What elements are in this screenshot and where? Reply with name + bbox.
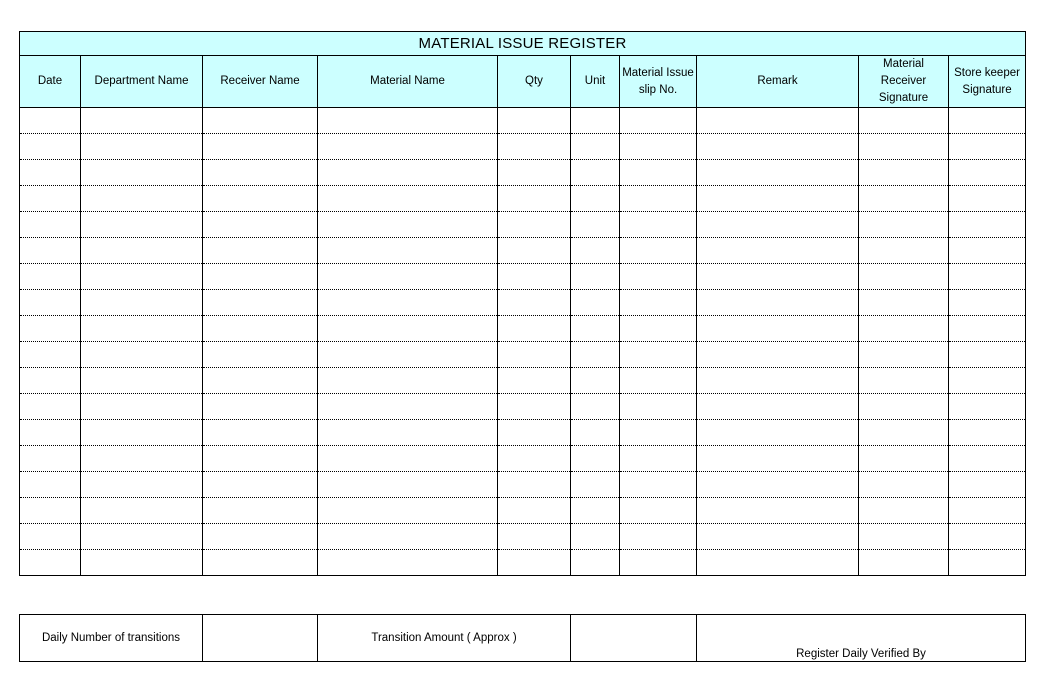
column-header-unit: Unit [571,56,620,108]
table-cell[interactable] [571,134,620,160]
table-cell[interactable] [20,420,81,446]
table-cell[interactable] [859,368,949,394]
daily-transitions-label: Daily Number of transitions [20,615,203,662]
table-cell[interactable] [20,160,81,186]
table-cell[interactable] [620,498,697,524]
table-cell[interactable] [498,498,571,524]
table-cell[interactable] [620,342,697,368]
table-cell[interactable] [620,134,697,160]
table-cell[interactable] [697,550,859,576]
table-cell[interactable] [203,472,318,498]
table-cell[interactable] [697,472,859,498]
table-cell[interactable] [20,108,81,134]
table-row [20,446,1026,472]
table-cell[interactable] [571,446,620,472]
table-cell[interactable] [20,212,81,238]
table-cell[interactable] [697,498,859,524]
table-cell[interactable] [949,524,1026,550]
daily-transitions-value-cell[interactable] [203,615,318,662]
table-cell[interactable] [859,550,949,576]
table-cell[interactable] [697,160,859,186]
table-row [20,264,1026,290]
register-body [20,108,1026,576]
table-cell[interactable] [318,368,498,394]
table-cell[interactable] [20,394,81,420]
table-row [20,550,1026,576]
table-cell[interactable] [620,446,697,472]
table-cell[interactable] [859,472,949,498]
table-cell[interactable] [81,160,203,186]
table-cell[interactable] [318,186,498,212]
table-cell[interactable] [20,290,81,316]
table-cell[interactable] [697,420,859,446]
table-cell[interactable] [949,472,1026,498]
column-header-remark: Remark [697,56,859,108]
table-row [20,186,1026,212]
table-cell[interactable] [949,160,1026,186]
table-cell[interactable] [81,394,203,420]
table-cell[interactable] [949,368,1026,394]
table-cell[interactable] [203,420,318,446]
table-cell[interactable] [318,134,498,160]
table-cell[interactable] [949,290,1026,316]
transition-amount-value-cell[interactable] [571,615,697,662]
table-cell[interactable] [620,238,697,264]
table-cell[interactable] [571,186,620,212]
table-cell[interactable] [620,368,697,394]
table-cell[interactable] [571,316,620,342]
table-cell[interactable] [498,524,571,550]
table-cell[interactable] [20,368,81,394]
table-cell[interactable] [498,342,571,368]
table-cell[interactable] [697,212,859,238]
table-cell[interactable] [498,264,571,290]
table-cell[interactable] [318,446,498,472]
column-header-department-name: Department Name [81,56,203,108]
register-title: MATERIAL ISSUE REGISTER [20,32,1026,56]
table-cell[interactable] [81,524,203,550]
table-row [20,368,1026,394]
column-header-storekeeper-signature: Store keeper Signature [949,56,1026,108]
table-cell[interactable] [949,238,1026,264]
table-cell[interactable] [859,134,949,160]
table-cell[interactable] [620,160,697,186]
table-row [20,420,1026,446]
table-cell[interactable] [571,264,620,290]
table-cell[interactable] [498,134,571,160]
table-cell[interactable] [81,368,203,394]
register-verified-by-label: Register Daily Verified By [796,648,926,660]
table-cell[interactable] [949,550,1026,576]
table-cell[interactable] [498,550,571,576]
table-cell[interactable] [859,264,949,290]
table-cell[interactable] [697,290,859,316]
table-cell[interactable] [498,212,571,238]
table-cell[interactable] [203,342,318,368]
table-cell[interactable] [859,498,949,524]
daily-summary-table [19,614,1026,662]
table-cell[interactable] [203,290,318,316]
material-issue-register-table [19,31,1026,576]
table-row [20,316,1026,342]
table-cell[interactable] [498,420,571,446]
table-cell[interactable] [697,264,859,290]
table-cell[interactable] [81,290,203,316]
table-cell[interactable] [20,134,81,160]
table-cell[interactable] [81,550,203,576]
table-cell[interactable] [203,550,318,576]
table-cell[interactable] [571,368,620,394]
table-cell[interactable] [571,524,620,550]
table-cell[interactable] [859,160,949,186]
table-cell[interactable] [620,524,697,550]
table-cell[interactable] [498,238,571,264]
table-cell[interactable] [203,316,318,342]
table-cell[interactable] [318,498,498,524]
table-cell[interactable] [318,420,498,446]
table-cell[interactable] [20,186,81,212]
table-cell[interactable] [203,264,318,290]
table-row [20,108,1026,134]
table-cell[interactable] [949,342,1026,368]
table-cell[interactable] [697,134,859,160]
table-cell[interactable] [859,186,949,212]
table-row [20,342,1026,368]
table-cell[interactable] [620,108,697,134]
table-cell[interactable] [949,498,1026,524]
table-cell[interactable] [859,238,949,264]
table-row [20,238,1026,264]
table-cell[interactable] [498,108,571,134]
table-row [20,134,1026,160]
table-row [20,498,1026,524]
table-cell[interactable] [571,420,620,446]
table-cell[interactable] [318,316,498,342]
table-cell[interactable] [20,550,81,576]
table-cell[interactable] [318,264,498,290]
table-cell[interactable] [571,550,620,576]
table-cell[interactable] [949,108,1026,134]
table-cell[interactable] [949,134,1026,160]
table-cell[interactable] [203,212,318,238]
table-cell[interactable] [318,160,498,186]
table-cell[interactable] [859,316,949,342]
table-cell[interactable] [620,316,697,342]
table-cell[interactable] [81,186,203,212]
table-cell[interactable] [81,498,203,524]
table-cell[interactable] [949,264,1026,290]
table-cell[interactable] [203,524,318,550]
table-cell[interactable] [20,446,81,472]
column-header-qty: Qty [498,56,571,108]
table-cell[interactable] [318,394,498,420]
table-cell[interactable] [697,368,859,394]
table-cell[interactable] [498,160,571,186]
column-header-receiver-signature: Material Receiver Signature [859,56,949,108]
table-cell[interactable] [81,472,203,498]
table-cell[interactable] [498,446,571,472]
table-cell[interactable] [571,472,620,498]
table-cell[interactable] [20,524,81,550]
table-row [20,472,1026,498]
table-cell[interactable] [859,212,949,238]
transition-amount-label: Transition Amount ( Approx ) [318,615,571,662]
table-row [20,160,1026,186]
table-cell[interactable] [318,472,498,498]
table-cell[interactable] [203,238,318,264]
table-cell[interactable] [571,394,620,420]
table-cell[interactable] [203,394,318,420]
table-cell[interactable] [81,420,203,446]
table-cell[interactable] [859,420,949,446]
column-header-row [20,56,1026,108]
register-verified-by-cell[interactable] [697,615,1026,662]
table-cell[interactable] [203,160,318,186]
table-row [20,524,1026,550]
table-cell[interactable] [571,498,620,524]
table-cell[interactable] [859,290,949,316]
table-cell[interactable] [620,550,697,576]
table-cell[interactable] [571,290,620,316]
table-cell[interactable] [318,108,498,134]
table-row [20,290,1026,316]
column-header-material-name: Material Name [318,56,498,108]
table-cell[interactable] [203,368,318,394]
table-cell[interactable] [20,264,81,290]
table-cell[interactable] [949,394,1026,420]
table-cell[interactable] [571,212,620,238]
table-cell[interactable] [498,316,571,342]
table-cell[interactable] [697,108,859,134]
table-cell[interactable] [203,108,318,134]
table-cell[interactable] [697,524,859,550]
table-cell[interactable] [81,446,203,472]
table-cell[interactable] [498,186,571,212]
table-cell[interactable] [620,264,697,290]
table-cell[interactable] [697,316,859,342]
table-cell[interactable] [20,498,81,524]
table-cell[interactable] [318,524,498,550]
table-cell[interactable] [620,290,697,316]
table-cell[interactable] [697,238,859,264]
table-cell[interactable] [859,108,949,134]
table-cell[interactable] [318,212,498,238]
table-cell[interactable] [203,498,318,524]
table-cell[interactable] [620,394,697,420]
table-cell[interactable] [859,394,949,420]
table-cell[interactable] [620,186,697,212]
table-cell[interactable] [498,368,571,394]
table-cell[interactable] [20,238,81,264]
table-cell[interactable] [571,238,620,264]
table-cell[interactable] [498,472,571,498]
table-cell[interactable] [949,316,1026,342]
table-cell[interactable] [20,342,81,368]
table-cell[interactable] [571,160,620,186]
table-cell[interactable] [81,316,203,342]
table-cell[interactable] [81,264,203,290]
column-header-date: Date [20,56,81,108]
table-cell[interactable] [318,238,498,264]
table-cell[interactable] [697,342,859,368]
table-cell[interactable] [620,472,697,498]
table-cell[interactable] [81,238,203,264]
table-cell[interactable] [81,108,203,134]
table-cell[interactable] [949,186,1026,212]
table-row [20,394,1026,420]
table-cell[interactable] [949,212,1026,238]
table-cell[interactable] [949,446,1026,472]
table-cell[interactable] [949,420,1026,446]
table-row [20,212,1026,238]
table-cell[interactable] [318,342,498,368]
table-cell[interactable] [81,212,203,238]
table-cell[interactable] [571,342,620,368]
column-header-issue-slip-no: Material Issue slip No. [620,56,697,108]
table-cell[interactable] [318,550,498,576]
table-cell[interactable] [498,394,571,420]
table-cell[interactable] [81,134,203,160]
table-cell[interactable] [859,446,949,472]
table-cell[interactable] [859,342,949,368]
table-cell[interactable] [620,212,697,238]
table-cell[interactable] [697,446,859,472]
table-cell[interactable] [697,186,859,212]
table-cell[interactable] [203,134,318,160]
table-cell[interactable] [859,524,949,550]
table-cell[interactable] [203,186,318,212]
table-cell[interactable] [498,290,571,316]
table-cell[interactable] [318,290,498,316]
table-cell[interactable] [203,446,318,472]
table-cell[interactable] [697,394,859,420]
table-cell[interactable] [20,316,81,342]
table-cell[interactable] [81,342,203,368]
table-cell[interactable] [571,108,620,134]
table-cell[interactable] [620,420,697,446]
table-cell[interactable] [20,472,81,498]
column-header-receiver-name: Receiver Name [203,56,318,108]
